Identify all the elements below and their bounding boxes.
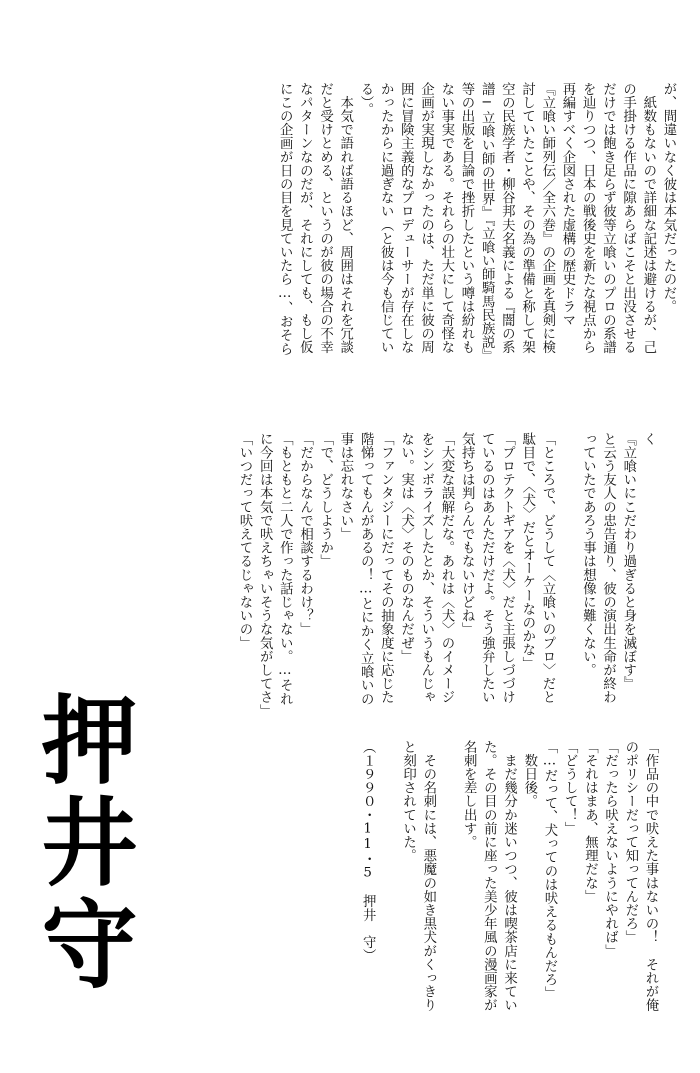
upper-text-column: 『立喰い師列伝／全六巻』の企画を真剣に検 [539, 82, 555, 354]
middle-text-column: っていたであろう事は想像に難くない。 [580, 432, 596, 677]
upper-text-column: 囲に冒険主義的なプロデューサーが存在しな [398, 82, 414, 354]
middle-text-column: ているのはあんただけだよ。そう強弁したい [479, 432, 495, 704]
lower-text-column: その名刺には、悪魔の如き黒犬がくっきり [420, 740, 436, 1012]
middle-text-column: 事は忘れなさい」 [337, 432, 353, 541]
lower-text-column [438, 740, 458, 1030]
upper-text-column: が、間違いなく彼は本気だったのだ。 [661, 82, 676, 314]
upper-text-column: 等の出版を目論で挫折したという噂は紛れも [458, 82, 474, 354]
upper-text-column: だけでは飽き足らず彼等立喰いのプロの系譜 [600, 82, 616, 354]
upper-text-column: 譜─立喰い師の世界』『立喰い師騎馬民族説』 [479, 82, 495, 363]
middle-text-column: 「だからなんで相談するわけ？」 [297, 432, 313, 636]
essay-text-lower [357, 740, 660, 1030]
lower-text-column: まだ幾分か迷いつつ、彼は喫茶店に来てい [501, 740, 517, 1012]
lower-text-column: 「だったら吠えないようにやれば」 [602, 740, 618, 958]
upper-text-column: かったからに過ぎない（と彼は今も信じてい [378, 82, 394, 354]
middle-text-column: 「ところで、どうして〈立喰いのプロ〉だと [539, 432, 555, 704]
lower-text-column: 「作品の中で吠えた事はないの！ それが俺 [643, 740, 658, 1012]
upper-text-column: だと受けとめる、というのが彼の場合の不幸 [317, 82, 333, 354]
essay-text-upper [274, 82, 678, 404]
upper-text-column: 再編すべく企図された虚構の歴史ドラマ [559, 82, 575, 327]
middle-text-column: 「いつだって吠えてるじゃないの」 [236, 432, 252, 650]
middle-text-column: 「もともと二人で作った話じゃない。…それ [277, 432, 293, 706]
upper-text-column: なパターンなのだが、それにしても、もし仮 [297, 82, 313, 354]
middle-text-column: ない。実は〈犬〉そのものなんだぜ」 [398, 432, 414, 664]
lower-text-column: 「それはまあ、無理だな」 [582, 740, 598, 904]
author-name: 押井守 [26, 690, 138, 996]
middle-text-column: 「プロテクトギアを〈犬〉だと主張しづづけ [499, 432, 515, 704]
middle-text-column: 駄目で、〈犬〉だとオーケーなのかな」 [519, 432, 535, 671]
middle-text-column: 「で、どうしようか」 [317, 432, 333, 568]
middle-text-column: 階悌ってもんがあるの！…とにかく立喰いの [358, 432, 374, 706]
upper-text-column: 紙数もないので詳細な記述は避けるが、己 [640, 82, 656, 354]
lower-text-column: 数日後。 [521, 740, 537, 808]
middle-text-column: 「大変な誤解だな。あれは〈犬〉のイメージ [438, 432, 454, 704]
upper-text-column: の手掛ける作品に隙あらばこそと出没させる [620, 82, 636, 354]
middle-text-column: 気持ちは判らんでもないけどね」 [459, 432, 475, 636]
upper-text-column: 空の民族学者・柳谷邦夫名義による『闇の系 [499, 82, 515, 354]
upper-text-column: を辿りつつ、日本の戦後史を新たな視点から [580, 82, 596, 354]
lower-text-column: のポリシーだって知ってんだろ」 [622, 740, 638, 944]
middle-text-column: と云う友人の忠告通り、彼の演出生命が終わ [600, 432, 616, 704]
middle-text-column: 『立喰いにこだわり過ぎると身を滅ぼす』 [620, 432, 636, 691]
lower-text-column [377, 740, 397, 1030]
upper-text-column: る）。 [357, 82, 373, 117]
upper-text-column: ない事実である。それらの壮大にして奇怪な [438, 82, 454, 354]
lower-text-column: と刻印されていた。 [400, 740, 416, 863]
middle-text-column: に今回は本気で吠えちゃいそうな気がしてさ」 [257, 432, 273, 718]
lower-text-column: 名刺を差し出す。 [461, 740, 477, 849]
middle-text-column: をシンボライズしたとか、そういうもんじゃ [418, 432, 434, 704]
essay-text-middle [234, 432, 658, 722]
upper-text-column: 企画が実現しなかったのは、ただ単に彼の周 [418, 82, 434, 354]
lower-text-column: 「どうして！」 [562, 740, 578, 836]
middle-text-column: く [641, 432, 656, 446]
lower-text-column: （１９９０・11・5 押井 守） [360, 740, 376, 963]
middle-text-column [557, 432, 577, 722]
upper-text-column: 討していたことや、その為の準備と称して架 [519, 82, 535, 354]
upper-text-column: 本気で語れば語るほど、周囲はそれを冗談 [337, 82, 353, 354]
middle-text-column: 「ファンタジーにだってその抽象度に応じた [378, 432, 394, 704]
lower-text-column: た。その目の前に座った美少年風の漫画家が [481, 740, 497, 1012]
lower-text-column: 「…だって、犬ってのは吠えるもんだろ」 [541, 740, 557, 1000]
upper-text-column: にこの企画が日の目を見ていたら…、おそら [277, 82, 293, 356]
